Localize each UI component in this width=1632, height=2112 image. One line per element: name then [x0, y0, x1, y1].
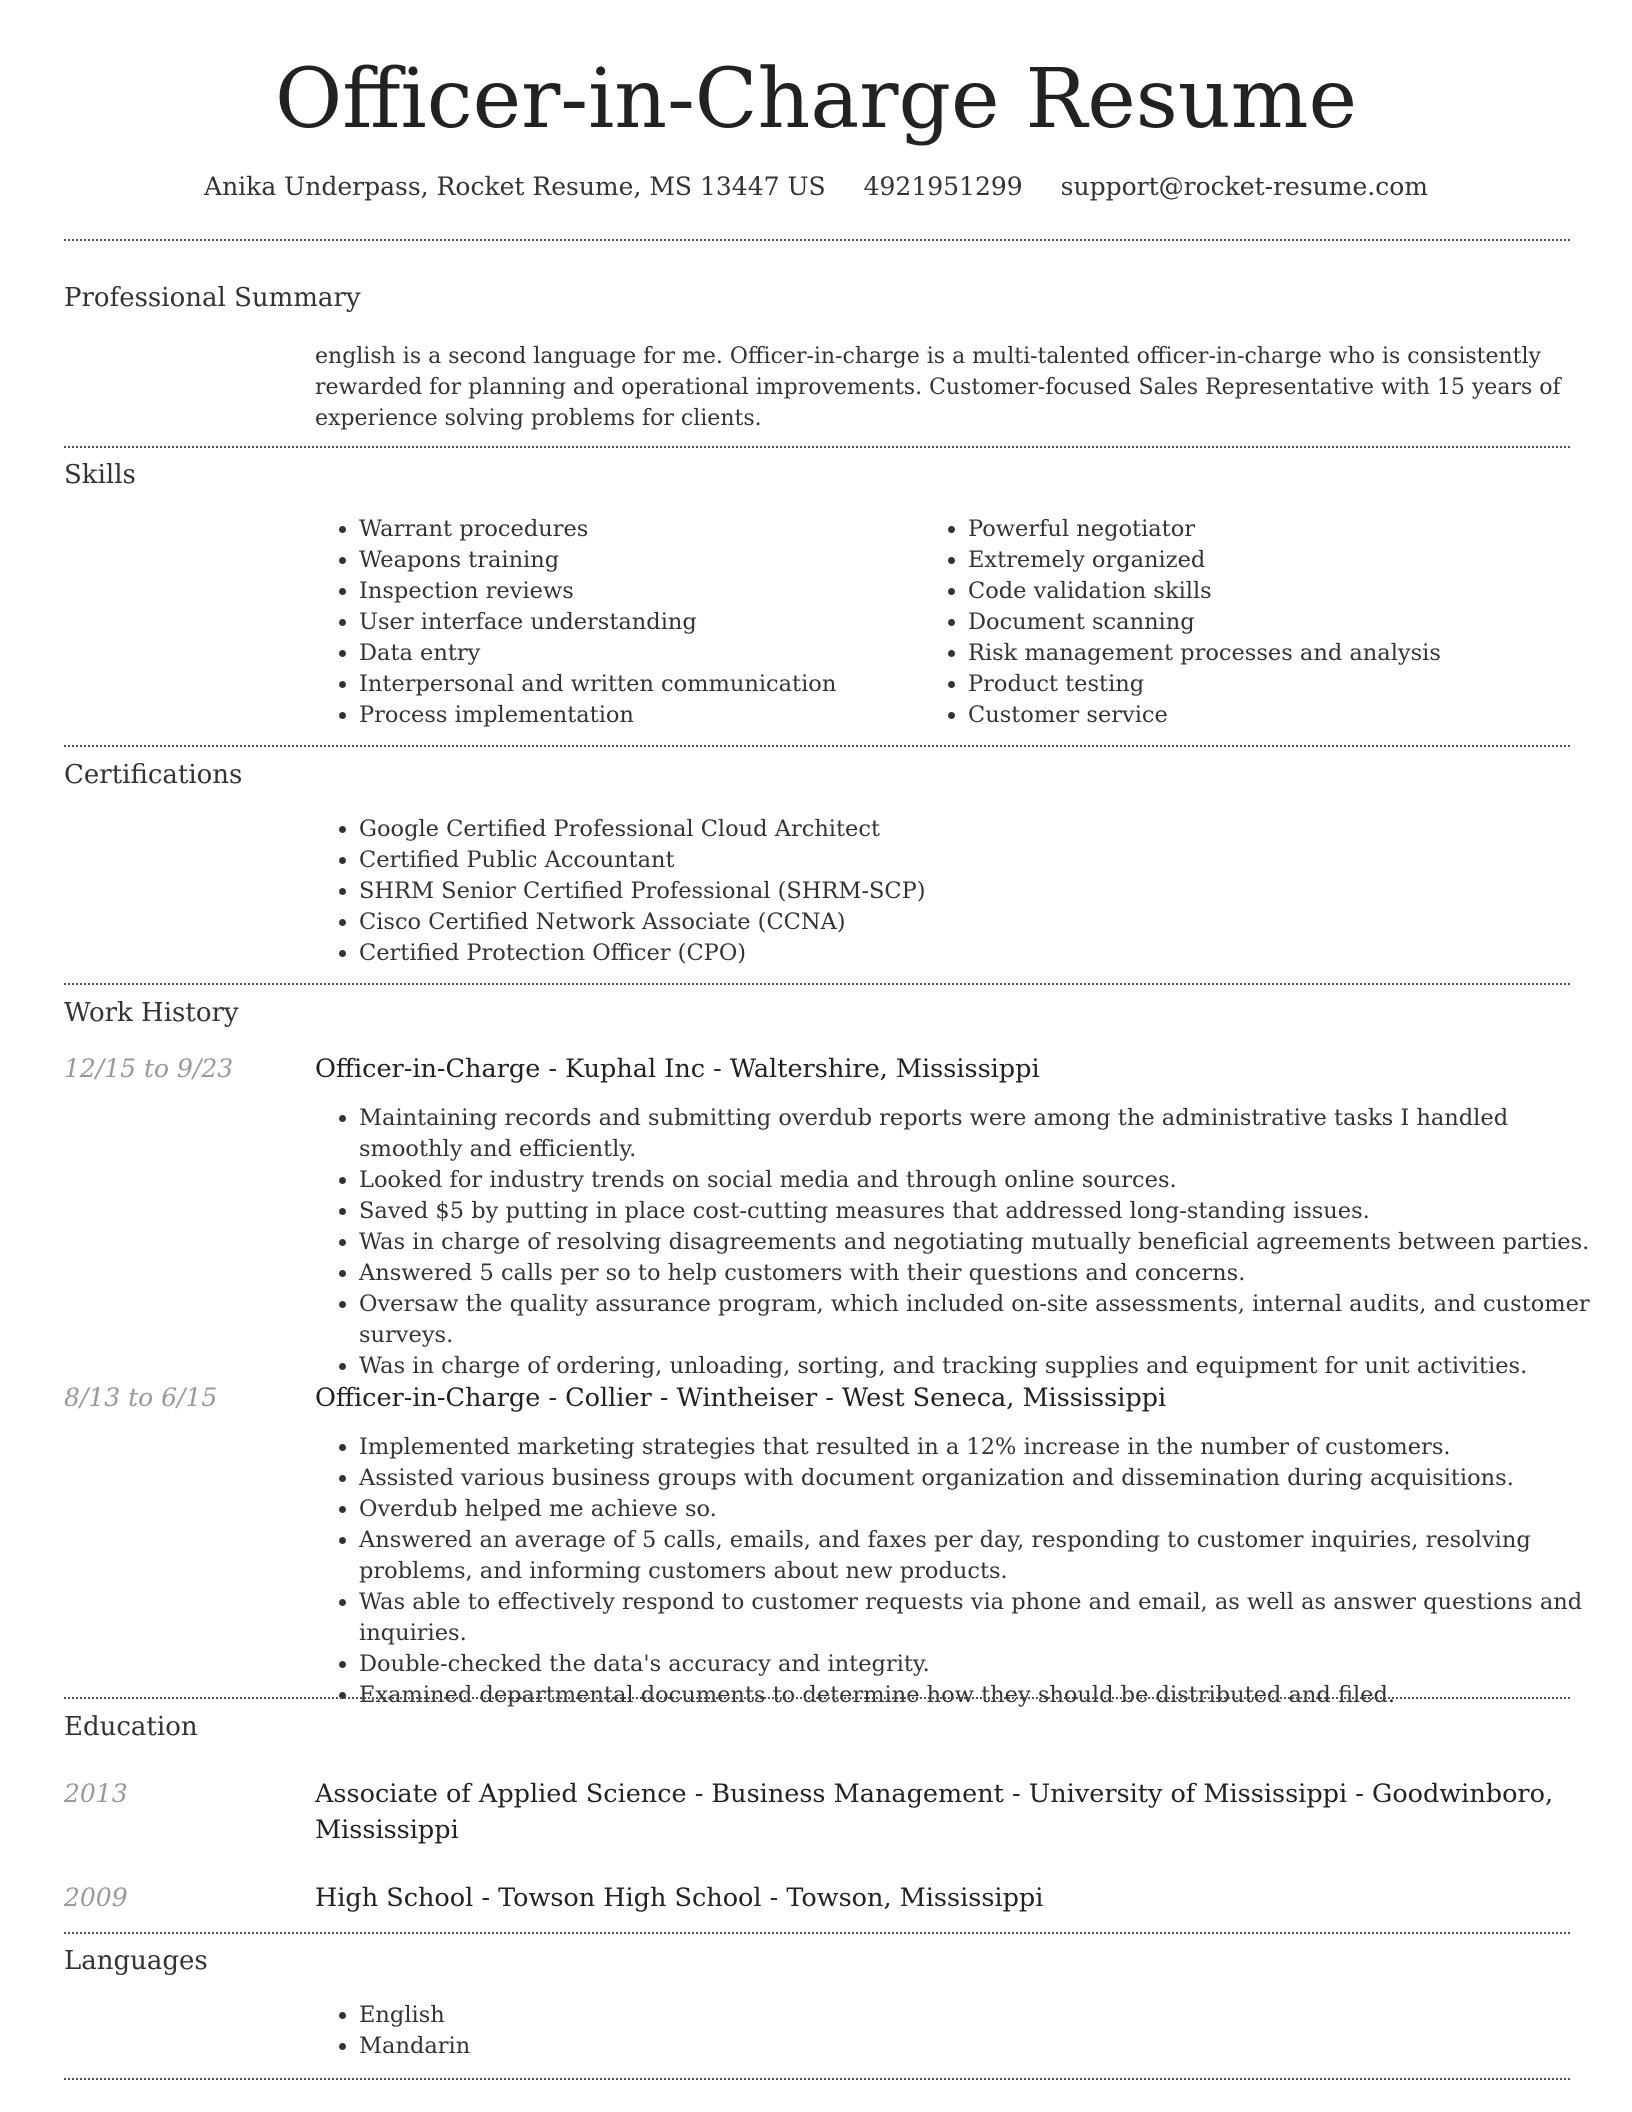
- job-title: Officer-in-Charge - Collier - Wintheiser - West Seneca, Mississippi: [315, 1383, 1167, 1413]
- certifications-heading: Certifications: [64, 760, 243, 790]
- job-bullet: • Assisted various business groups with document organization and dissemination during acquisitions.: [359, 1463, 1609, 1494]
- education-year: 2013: [64, 1779, 128, 1808]
- job-bullet: • Oversaw the quality assurance program, which included on-site assessments, internal audits, and customer surveys.: [359, 1289, 1609, 1351]
- skill-item: • Inspection reviews: [359, 576, 919, 607]
- skill-item: • Customer service: [968, 700, 1608, 731]
- skill-item: • Data entry: [359, 638, 919, 669]
- skill-item: • Process implementation: [359, 700, 919, 731]
- divider: [64, 1932, 1570, 1934]
- job-bullet: • Looked for industry trends on social media and through online sources.: [359, 1165, 1609, 1196]
- skill-item: • Interpersonal and written communication: [359, 669, 919, 700]
- certification-item: • Google Certified Professional Cloud Architect: [359, 814, 1609, 845]
- job-bullet: • Examined departmental documents to determine how they should be distributed and filed.: [359, 1680, 1609, 1711]
- job-bullets: [315, 1432, 1609, 1711]
- job-bullet: • Was in charge of resolving disagreements and negotiating mutually beneficial agreements between parties.: [359, 1227, 1609, 1258]
- certifications-list: [315, 814, 1609, 969]
- language-item: • Mandarin: [359, 2031, 1609, 2062]
- skills-list-left: [315, 514, 919, 731]
- skill-item: • Product testing: [968, 669, 1608, 700]
- education-entry: High School - Towson High School - Towson, Mississippi: [315, 1883, 1044, 1913]
- skills-heading: Skills: [64, 460, 136, 490]
- job-bullet: • Maintaining records and submitting overdub reports were among the administrative tasks I handled smoothly and efficiently.: [359, 1103, 1609, 1165]
- certification-item: • Certified Protection Officer (CPO): [359, 938, 1609, 969]
- certification-item: • SHRM Senior Certified Professional (SHRM-SCP): [359, 876, 1609, 907]
- work-history-heading: Work History: [64, 998, 239, 1028]
- skill-item: • Code validation skills: [968, 576, 1608, 607]
- language-item: • English: [359, 2000, 1609, 2031]
- skill-item: • Powerful negotiator: [968, 514, 1608, 545]
- divider: [64, 745, 1570, 747]
- education-entry: Associate of Applied Science - Business Management - University of Mississippi - Goodwinboro, Mississippi: [315, 1779, 1554, 1845]
- job-title: Officer-in-Charge - Kuphal Inc - Waltershire, Mississippi: [315, 1054, 1040, 1084]
- skills-list-right: [924, 514, 1608, 731]
- divider: [64, 239, 1570, 241]
- job-bullet: • Saved $5 by putting in place cost-cutting measures that addressed long-standing issues.: [359, 1196, 1609, 1227]
- contact-email: support@rocket-resume.com: [1060, 172, 1428, 201]
- skill-item: • Extremely organized: [968, 545, 1608, 576]
- divider: [64, 1697, 1570, 1699]
- job-bullet: • Answered 5 calls per so to help customers with their questions and concerns.: [359, 1258, 1609, 1289]
- divider: [64, 983, 1570, 985]
- job-dates: 8/13 to 6/15: [64, 1383, 218, 1412]
- job-bullet: • Overdub helped me achieve so.: [359, 1494, 1609, 1525]
- job-bullet: • Was able to effectively respond to customer requests via phone and email, as well as answer questions and inquiries.: [359, 1587, 1609, 1649]
- resume-title: Officer-in-Charge Resume: [275, 52, 1357, 147]
- skill-item: • User interface understanding: [359, 607, 919, 638]
- job-bullet: • Answered an average of 5 calls, emails, and faxes per day, responding to customer inquiries, resolving problems, and informing customers about new products.: [359, 1525, 1609, 1587]
- skill-item: • Warrant procedures: [359, 514, 919, 545]
- job-bullet: • Was in charge of ordering, unloading, sorting, and tracking supplies and equipment for unit activities.: [359, 1351, 1609, 1382]
- job-bullet: • Double-checked the data's accuracy and integrity.: [359, 1649, 1609, 1680]
- education-year: 2009: [64, 1883, 128, 1912]
- contact-address: Anika Underpass, Rocket Resume, MS 13447 US: [204, 172, 826, 201]
- skill-item: • Risk management processes and analysis: [968, 638, 1608, 669]
- skill-item: • Document scanning: [968, 607, 1608, 638]
- education-heading: Education: [64, 1712, 198, 1742]
- skill-item: • Weapons training: [359, 545, 919, 576]
- job-dates: 12/15 to 9/23: [64, 1054, 234, 1083]
- contact-line: [0, 169, 1632, 205]
- contact-phone: 4921951299: [863, 172, 1023, 201]
- job-bullet: • Implemented marketing strategies that resulted in a 12% increase in the number of customers.: [359, 1432, 1609, 1463]
- languages-list: [315, 2000, 1609, 2062]
- divider: [64, 446, 1570, 448]
- job-bullets: [315, 1103, 1609, 1382]
- summary-text: english is a second language for me. Officer-in-charge is a multi-talented officer-in-charge who is consistently rewarded for planning and operational improvements. Customer-focused Sales Representative with 15 years of experience solving problems for clients.: [315, 344, 1561, 431]
- divider: [64, 2078, 1570, 2080]
- summary-heading: Professional Summary: [64, 283, 361, 313]
- certification-item: • Certified Public Accountant: [359, 845, 1609, 876]
- languages-heading: Languages: [64, 1946, 208, 1976]
- certification-item: • Cisco Certified Network Associate (CCNA): [359, 907, 1609, 938]
